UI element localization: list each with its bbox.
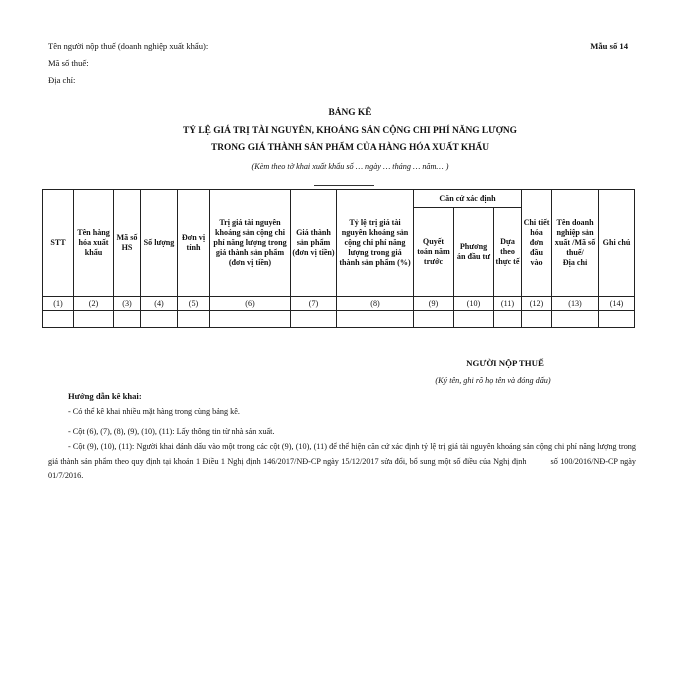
column-number: (11) bbox=[494, 297, 522, 311]
col-basis-plan-header: Phương án đầu tư bbox=[454, 208, 494, 297]
column-number: (8) bbox=[337, 297, 414, 311]
tax-code-label: Mã số thuế: bbox=[48, 58, 89, 68]
col-unit-header: Đơn vị tính bbox=[178, 190, 210, 297]
table-cell[interactable] bbox=[552, 311, 599, 328]
title-attachment-note: (Kèm theo tờ khai xuất khẩu số … ngày … tháng … năm… ) bbox=[251, 162, 449, 171]
col-ratio-header: Tỷ lệ trị giá tài nguyên khoáng sản cộng chi phí năng lượng trong giá thành sản phẩm (%) bbox=[337, 190, 414, 297]
column-number: (6) bbox=[210, 297, 291, 311]
table-cell[interactable] bbox=[291, 311, 337, 328]
col-basis-prev-year-header: Quyết toán năm trước bbox=[414, 208, 454, 297]
col-invoice-detail-header: Chi tiết hóa đơn đầu vào bbox=[522, 190, 552, 297]
guide-item-2: - Cột (6), (7), (8), (9), (10), (11): Lấy thông tin từ nhà sản xuất. bbox=[68, 427, 275, 436]
manufacturer-address-label: Địa chỉ bbox=[562, 257, 588, 267]
col-product-cost-header: Giá thành sản phẩm (đơn vị tiền) bbox=[291, 190, 337, 297]
table-cell[interactable] bbox=[454, 311, 494, 328]
table-header-row bbox=[43, 190, 635, 208]
guide-item-3-row bbox=[48, 440, 639, 484]
table-row bbox=[43, 311, 635, 328]
guide-item-1: - Có thể kê khai nhiều mặt hàng trong cùng bảng kê. bbox=[68, 407, 240, 416]
table-cell[interactable] bbox=[141, 311, 178, 328]
col-quantity-header: Số lượng bbox=[141, 190, 178, 297]
column-number: (3) bbox=[114, 297, 141, 311]
table-cell[interactable] bbox=[178, 311, 210, 328]
column-number: (9) bbox=[414, 297, 454, 311]
col-hs-code-header: Mã số HS bbox=[114, 190, 141, 297]
declaration-table bbox=[42, 189, 635, 328]
col-resource-value-header: Trị giá tài nguyên khoáng sản cộng chi phí năng lượng trong giá thành sản phẩm (đơn vị tiền) bbox=[210, 190, 291, 297]
col-stt-header: STT bbox=[43, 190, 74, 297]
signer-title: NGƯỜI NỘP THUẾ bbox=[466, 358, 544, 368]
table-cell[interactable] bbox=[522, 311, 552, 328]
column-number-row bbox=[43, 297, 635, 311]
title-divider bbox=[314, 185, 374, 186]
column-number: (14) bbox=[599, 297, 635, 311]
column-number: (5) bbox=[178, 297, 210, 311]
table-cell[interactable] bbox=[337, 311, 414, 328]
col-notes-header: Ghi chú bbox=[599, 190, 635, 297]
column-number: (4) bbox=[141, 297, 178, 311]
title-line-3: TRONG GIÁ THÀNH SẢN PHẨM CỦA HÀNG HÓA XUẤT KHẨU bbox=[210, 143, 490, 153]
table-cell[interactable] bbox=[599, 311, 635, 328]
form-number: Mẫu số 14 bbox=[590, 41, 628, 51]
column-number: (1) bbox=[43, 297, 74, 311]
guide-title: Hướng dẫn kê khai: bbox=[68, 391, 142, 401]
column-number: (2) bbox=[74, 297, 114, 311]
guide-item-2-row bbox=[48, 425, 636, 440]
table-cell[interactable] bbox=[43, 311, 74, 328]
col-basis-actual-header: Dựa theo thực tế bbox=[494, 208, 522, 297]
table-cell[interactable] bbox=[74, 311, 114, 328]
col-basis-group-header: Căn cứ xác định bbox=[414, 190, 522, 208]
guide-item-1-row bbox=[48, 405, 636, 420]
title-line-2: TỶ LỆ GIÁ TRỊ TÀI NGUYÊN, KHOÁNG SẢN CỘNG CHI PHÍ NĂNG LƯỢNG bbox=[183, 126, 517, 136]
table-cell[interactable] bbox=[210, 311, 291, 328]
title-line-1: BẢNG KÊ bbox=[328, 108, 372, 118]
column-number: (7) bbox=[291, 297, 337, 311]
column-number: (13) bbox=[552, 297, 599, 311]
address-label: Địa chỉ: bbox=[48, 75, 76, 85]
table-cell[interactable] bbox=[114, 311, 141, 328]
guide-item-3: - Cột (9), (10), (11): Người khai đánh dấu vào một trong các cột (9), (10), (11) để thể hiện căn cứ xác định tỷ lệ trị giá tài nguyên khoáng sản cộng chi phí năng lượng trong giá thành sản phẩm theo quy định tại khoản 1 Điều 1 Nghị định 146/2017/NĐ-CP ngày 15/12/2017 sửa đổi, bổ sung một số điều của Nghị định số 100/2016/NĐ-CP ngày 01/7/2016. bbox=[48, 442, 639, 480]
signer-note: (Ký tên, ghi rõ họ tên và đóng dấu) bbox=[435, 376, 551, 385]
column-number: (10) bbox=[454, 297, 494, 311]
table-cell[interactable] bbox=[414, 311, 454, 328]
table-cell[interactable] bbox=[494, 311, 522, 328]
column-number: (12) bbox=[522, 297, 552, 311]
manufacturer-name-label: Tên doanh nghiệp sản xuất /Mã số thuế/ bbox=[554, 218, 596, 257]
taxpayer-name-label: Tên người nộp thuế (doanh nghiệp xuất khẩu): bbox=[48, 41, 209, 51]
col-goods-name-header: Tên hàng hóa xuất khẩu bbox=[74, 190, 114, 297]
col-manufacturer-header bbox=[552, 190, 599, 297]
